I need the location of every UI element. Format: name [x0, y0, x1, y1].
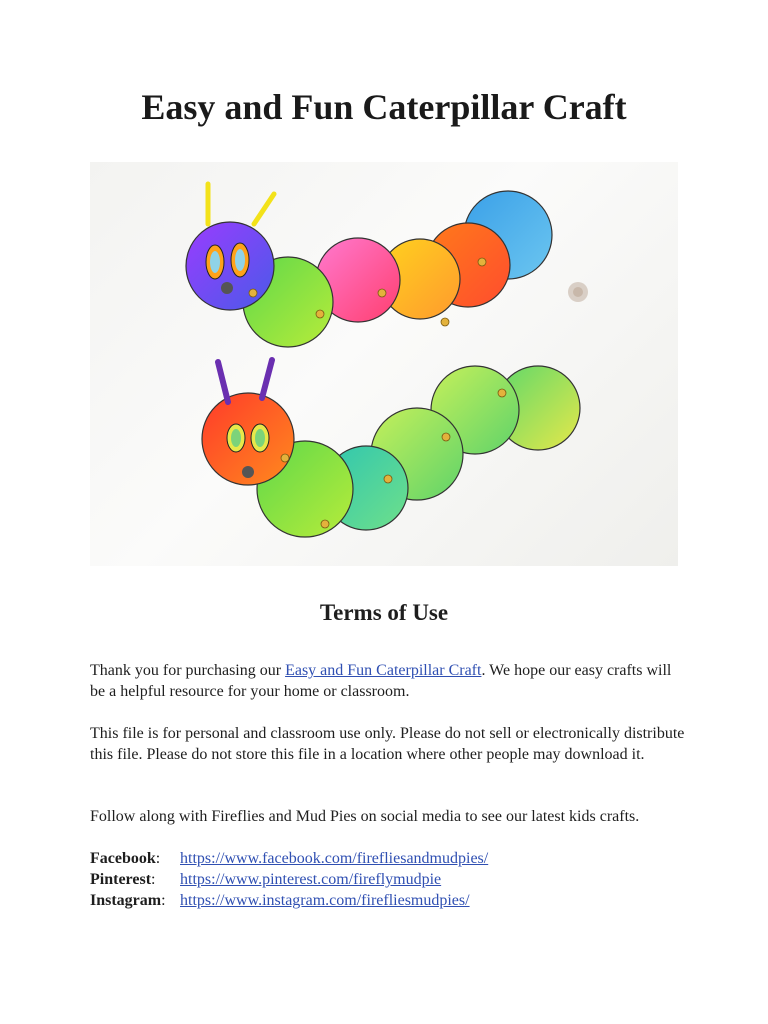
page-title: Easy and Fun Caterpillar Craft — [141, 87, 627, 127]
caterpillar-craft-photo — [90, 162, 678, 566]
terms-heading: Terms of Use — [319, 600, 449, 625]
social-links — [90, 848, 488, 911]
para1-pre: Thank you for purchasing our — [90, 662, 286, 679]
instagram-link[interactable]: https://www.instagram.com/firefliesmudpies/ — [180, 892, 470, 909]
pinterest-label: Pinterest: — [90, 871, 156, 888]
caterpillar-illustration — [90, 162, 678, 566]
craft-link[interactable]: Easy and Fun Caterpillar Craft — [285, 662, 482, 679]
social-row-instagram — [90, 890, 488, 911]
pinterest-link[interactable]: https://www.pinterest.com/fireflymudpie — [180, 871, 442, 888]
para1-post: . We hope our easy crafts will be a helpful resource for your home or classroom. — [90, 662, 672, 700]
social-row-pinterest — [90, 869, 488, 890]
usage-paragraph: This file is for personal and classroom use only. Please do not sell or electronically distribute this file. Please do not store this file in a location where other people may download it. — [90, 725, 685, 763]
instagram-label: Instagram: — [90, 892, 166, 909]
thank-you-paragraph — [90, 660, 685, 702]
follow-paragraph: Follow along with Fireflies and Mud Pies on social media to see our latest kids crafts. — [90, 808, 640, 825]
facebook-label: Facebook: — [90, 850, 161, 867]
social-row-facebook — [90, 848, 488, 869]
facebook-link[interactable]: https://www.facebook.com/firefliesandmudpies/ — [180, 850, 489, 867]
